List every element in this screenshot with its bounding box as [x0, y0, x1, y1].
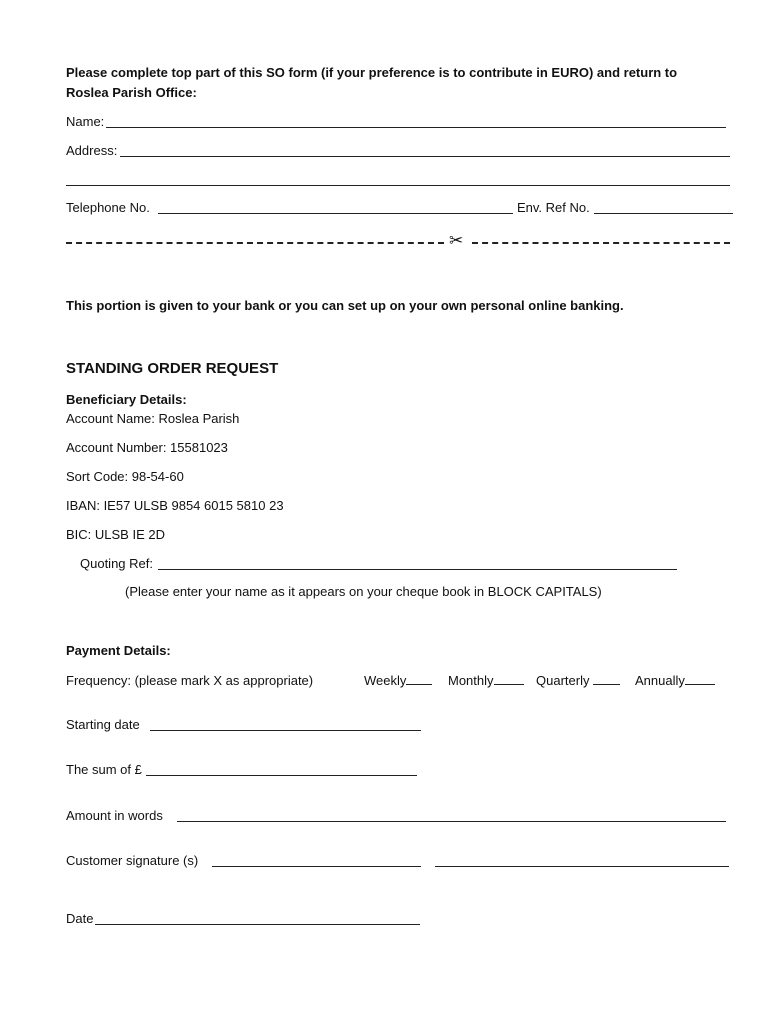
cut-line-right [472, 242, 730, 244]
frequency-label: Frequency: (please mark X as appropriate) [66, 673, 314, 688]
frequency-option-label: Annually [635, 673, 685, 688]
address-field-line-1[interactable] [120, 156, 730, 157]
bic: BIC: ULSB IE 2D [66, 527, 165, 542]
amount-words-field[interactable] [177, 821, 726, 822]
frequency-option-annually [635, 673, 715, 689]
frequency-option-label: Monthly [448, 673, 494, 688]
monthly-mark-field[interactable] [494, 673, 524, 685]
telephone-field[interactable] [158, 213, 513, 214]
starting-date-field[interactable] [150, 730, 421, 731]
cut-line-left [66, 242, 444, 244]
sum-label: The sum of £ [66, 762, 142, 777]
payment-heading: Payment Details: [66, 643, 171, 658]
name-field[interactable] [106, 127, 726, 128]
frequency-option-label: Weekly [364, 673, 407, 688]
quoting-note: (Please enter your name as it appears on your cheque book in BLOCK CAPITALS) [125, 584, 602, 599]
frequency-option-label: Quarterly [536, 673, 590, 688]
starting-date-label: Starting date [66, 717, 140, 732]
signature-label: Customer signature (s) [66, 853, 199, 868]
annually-mark-field[interactable] [685, 673, 715, 685]
name-label: Name: [66, 114, 105, 129]
account-number: Account Number: 15581023 [66, 440, 228, 455]
quoting-ref-field[interactable] [158, 569, 677, 570]
signature-field-1[interactable] [212, 866, 421, 867]
address-field-line-2[interactable] [66, 185, 730, 186]
account-name: Account Name: Roslea Parish [66, 411, 240, 426]
quarterly-mark-field[interactable] [593, 673, 620, 685]
frequency-option-quarterly [536, 673, 620, 689]
env-ref-field[interactable] [594, 213, 733, 214]
env-ref-label: Env. Ref No. [517, 200, 590, 215]
address-label: Address: [66, 143, 118, 158]
sum-field[interactable] [146, 775, 417, 776]
intro-line-1: Please complete top part of this SO form (if your preference is to contribute in EURO) and return to [66, 65, 678, 80]
frequency-option-weekly [364, 673, 432, 689]
bank-note: This portion is given to your bank or you can set up on your own personal online banking. [66, 298, 624, 313]
telephone-label: Telephone No. [66, 200, 150, 215]
date-field[interactable] [95, 924, 420, 925]
iban: IBAN: IE57 ULSB 9854 6015 5810 23 [66, 498, 284, 513]
date-label: Date [66, 911, 94, 926]
standing-order-title: STANDING ORDER REQUEST [66, 360, 279, 377]
weekly-mark-field[interactable] [406, 673, 432, 685]
frequency-option-monthly [448, 673, 524, 689]
sort-code: Sort Code: 98-54-60 [66, 469, 184, 484]
beneficiary-heading: Beneficiary Details: [66, 392, 187, 407]
quoting-ref-label: Quoting Ref: [80, 556, 153, 571]
amount-words-label: Amount in words [66, 808, 163, 823]
scissors-icon: ✂ [449, 231, 464, 250]
intro-line-2: Roslea Parish Office: [66, 85, 197, 100]
signature-field-2[interactable] [435, 866, 729, 867]
